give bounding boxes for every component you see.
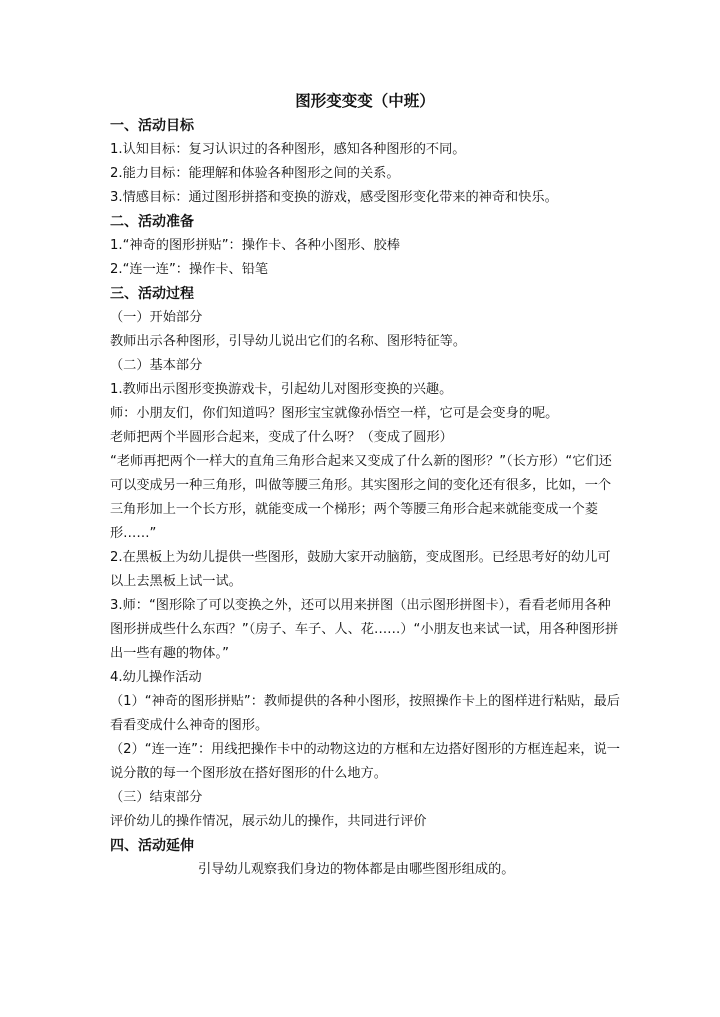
paragraph: （1）“神奇的图形拼贴”：教师提供的各种小图形，按照操作卡上的图样进行粘贴，最后看看变成什么神奇的图形。: [110, 694, 620, 733]
paragraph: 评价幼儿的操作情况，展示幼儿的操作，共同进行评价: [110, 814, 427, 829]
section-heading-extension: 四、活动延伸: [110, 838, 194, 854]
paragraph: （2）“连一连”：用线把操作卡中的动物这边的方框和左边搭好图形的方框连起来，说一说分散的每一个图形放在搭好图形的什么地方。: [110, 742, 620, 781]
document-body: [110, 88, 620, 882]
subheading-basic: （二）基本部分: [110, 358, 203, 373]
section-heading-process: 三、活动过程: [110, 286, 194, 302]
prep-item: 2.“连一连”：操作卡、铅笔: [110, 262, 269, 277]
paragraph: 3.师：“图形除了可以变换之外，还可以用来拼图（出示图形拼图卡），看看老师用各种图形拼成些什么东西？”（房子、车子、人、花……）“小朋友也来试一试，用各种图形拼出一些有趣的物体。”: [110, 598, 619, 661]
goal-item: 2.能力目标：能理解和体验各种图形之间的关系。: [110, 166, 400, 181]
prep-item: 1.“神奇的图形拼贴”：操作卡、各种小图形、胶棒: [110, 238, 400, 253]
goal-item: 3.情感目标：通过图形拼搭和变换的游戏，感受图形变化带来的神奇和快乐。: [110, 190, 558, 205]
paragraph: 1.教师出示图形变换游戏卡，引起幼儿对图形变换的兴趣。: [110, 382, 453, 397]
subheading-end: （三）结束部分: [110, 790, 203, 805]
subheading-start: （一）开始部分: [110, 310, 203, 325]
paragraph: 引导幼儿观察我们身边的物体都是由哪些图形组成的。: [198, 862, 515, 877]
paragraph: 4.幼儿操作活动: [110, 670, 202, 685]
paragraph: 老师把两个半圆形合起来，变成了什么呀？（变成了圆形）: [110, 430, 453, 445]
section-heading-goals: 一、活动目标: [110, 118, 194, 134]
paragraph: 教师出示各种图形，引导幼儿说出它们的名称、图形特征等。: [110, 334, 467, 349]
paragraph: 师：小朋友们，你们知道吗？图形宝宝就像孙悟空一样，它可是会变身的呢。: [110, 406, 559, 421]
document-title: 图形变变变（中班）: [295, 92, 435, 110]
paragraph: 2.在黑板上为幼儿提供一些图形，鼓励大家开动脑筋，变成图形。已经思考好的幼儿可以上去黑板上试一试。: [110, 550, 611, 589]
goal-item: 1.认知目标：复习认识过的各种图形，感知各种图形的不同。: [110, 142, 466, 157]
paragraph: “老师再把两个一样大的直角三角形合起来又变成了什么新的图形？”（长方形）“它们还可以变成另一种三角形，叫做等腰三角形。其实图形之间的变化还有很多，比如，一个三角形加上一个长方形，就能变成一个梯形；两个等腰三角形合起来就能变成一个菱形……”: [110, 454, 612, 541]
section-heading-prep: 二、活动准备: [110, 214, 194, 230]
